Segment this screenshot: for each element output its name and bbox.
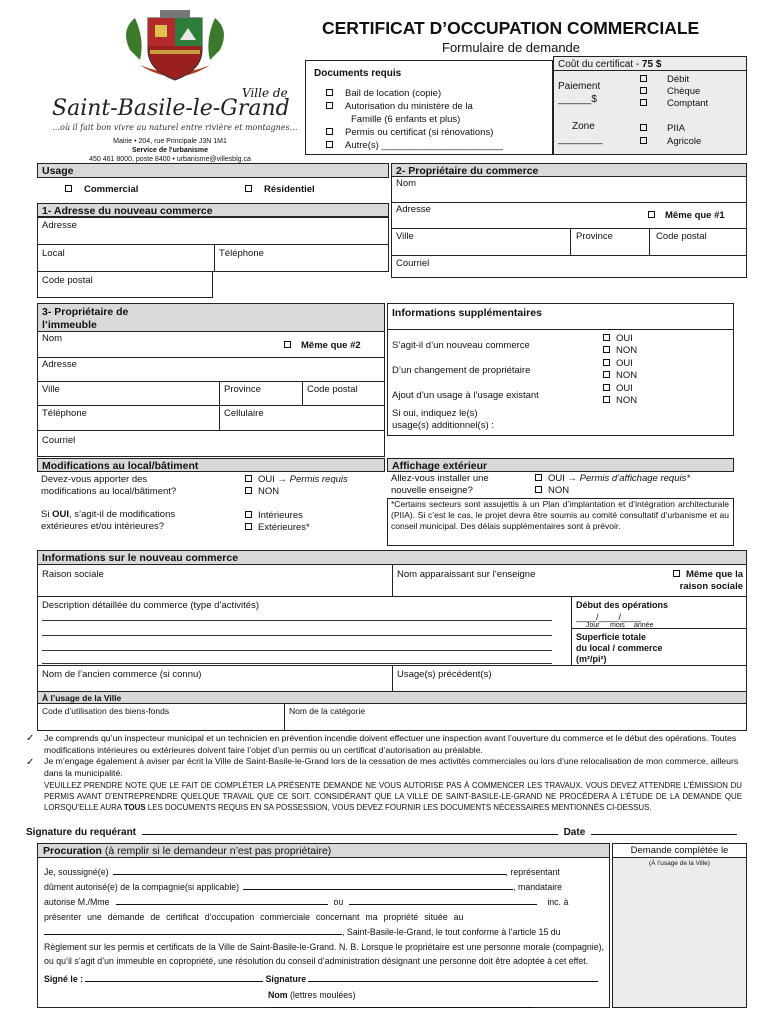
city-address: Mairie • 204, rue Principale J3N 1M1 <box>113 138 227 145</box>
usage-section <box>37 163 389 203</box>
section-2-heading: 2- Propriétaire du commerce <box>391 163 747 177</box>
mandatary-field[interactable] <box>116 904 328 905</box>
procuration-heading: Procuration (à remplir si le demandeur n’est pas propriétaire) <box>38 844 609 858</box>
section-2 <box>391 163 747 278</box>
owner-email-field[interactable]: Courriel <box>391 255 747 278</box>
building-owner-province-field[interactable]: Province <box>219 381 303 406</box>
coat-of-arms-icon <box>120 10 230 88</box>
page-subtitle: Formulaire de demande <box>442 40 581 55</box>
zone-option[interactable]: Agricole <box>640 135 701 148</box>
checkmark-icon: ✓ <box>26 733 35 744</box>
q3-oui[interactable]: OUI <box>603 383 637 395</box>
procuration-signature-field[interactable] <box>308 981 598 982</box>
modif-interieures[interactable]: Intérieures <box>245 510 310 522</box>
section-3 <box>37 303 385 457</box>
completed-usage-note: (À l’usage de la Ville) <box>649 860 710 867</box>
warning-text: VEUILLEZ PRENDRE NOTE QUE LE FAIT DE COMPLÉTER LA PRÉSENTE DEMANDE NE VOUS AUTORISE PAS À COMMENCER LES TRAVAUX. VOUS DEVEZ ATTENDRE L’ÉMISSION DU PERMIS AVANT D’ENTREPRENDRE QUELQUE TRAVAIL QUE CE SOIT. CONSIDÉRANT QUE LA VILLE DE SAINT-BASILE-LE-GRAND NE PROCÉDERA À L’ÉTUDE DE LA DEMANDE QUE LORSQU’ELLE AURA TOUS LES DOCUMENTS REQUIS EN SA POSSESSION, VOUS DEVEZ FOURNIR LES DOCUMENTS NÉCESSAIRES MENTIONNÉS CI-DESSUS. <box>44 781 742 812</box>
property-address-field[interactable] <box>44 934 342 935</box>
category-field[interactable]: Nom de la catégorie <box>284 703 747 731</box>
payment-option[interactable]: Débit <box>640 74 708 86</box>
city-use-bar: À l’usage de la Ville <box>37 691 747 704</box>
piia-note: *Certains secteurs sont assujettis à un Plan d’implantation et d’intégration architecturale (PIIA). Si c’est le cas, le projet devra être soumis au comité consultatif d’urbanisme et au conseil municipal. Des délais supplémentaires sont à prévoir. <box>391 499 729 531</box>
q2-non[interactable]: NON <box>603 370 637 382</box>
q-new-business: S’agit-il d’un nouveau commerce <box>392 340 530 351</box>
checkbox[interactable] <box>326 128 333 135</box>
business-name-field[interactable]: Raison sociale <box>37 564 393 597</box>
previous-usage-field[interactable]: Usage(s) précédent(s) <box>392 665 747 692</box>
owner-name-field[interactable]: Nom <box>391 176 747 203</box>
zone-line[interactable]: ________ <box>558 134 603 145</box>
area-field[interactable]: Superficie totale du local / commerce (m²/pi²) <box>571 628 747 666</box>
city-contact: 450 461 8000, poste 8400 • urbanisme@villesblg.ca <box>89 156 251 163</box>
usage-heading: Usage <box>37 163 389 178</box>
same-as-business-name[interactable]: Même que la raison sociale <box>635 569 743 593</box>
q3-non[interactable]: NON <box>603 395 637 407</box>
local-field[interactable]: Local <box>37 244 215 272</box>
company-field[interactable] <box>243 889 513 890</box>
building-owner-city-field[interactable]: Ville <box>37 381 220 406</box>
code-field[interactable]: Code d’utilisation des biens-fonds <box>37 703 285 731</box>
undersigned-name-field[interactable] <box>113 874 506 875</box>
new-business-heading: Informations sur le nouveau commerce <box>37 550 747 565</box>
city-tagline: …où il fait bon vivre au naturel entre rivière et montagnes… <box>52 123 298 132</box>
completed-heading: Demande complétée le <box>630 845 729 856</box>
usage-residentiel[interactable]: Résidentiel <box>245 184 315 195</box>
payment-option[interactable]: Comptant <box>640 98 708 110</box>
doc-item: Autorisation du ministère de la <box>326 100 503 113</box>
signage-heading: Affichage extérieur <box>387 458 734 472</box>
same-as-1-checkbox[interactable]: Même que #1 <box>648 210 725 221</box>
building-owner-postal-field[interactable]: Code postal <box>302 381 385 406</box>
ville-de-label: Ville de <box>242 86 288 100</box>
service-name: Service de l'urbanisme <box>132 147 208 154</box>
checkmark-icon: ✓ <box>26 757 35 768</box>
section-3-heading: 3- Propriétaire de l’immeuble <box>37 303 385 332</box>
signed-date-field[interactable] <box>85 981 263 982</box>
owner-city-field[interactable]: Ville <box>391 228 571 256</box>
extra-info-heading: Informations supplémentaires <box>387 303 734 330</box>
declaration-1: Je comprends qu’un inspecteur municipal et un technicien en prévention incendie doivent effectuer une inspection avant l’ouverture du commerce et le début des opérations. Toutes modifications intérieures ou extérieures doivent faire l’objet d’un permis ou un certificat d’autorisation au préalable. <box>44 733 737 755</box>
new-business-section <box>37 550 747 732</box>
description-field[interactable]: Description détaillée du commerce (type d’activités) <box>37 596 572 666</box>
sign-name-field[interactable]: Nom apparaissant sur l’enseigne Même que la raison sociale <box>392 564 747 597</box>
mandatary-company-field[interactable] <box>349 904 537 905</box>
q2-oui[interactable]: OUI <box>603 358 637 370</box>
start-date-field[interactable]: Début des opérations ____/____/____ Jour mois année <box>571 596 747 629</box>
signage-oui[interactable]: OUI → Permis d’affichage requis* <box>535 473 690 485</box>
signature-row: Signature du requérant Date <box>26 827 746 838</box>
telephone-field[interactable]: Téléphone <box>214 244 389 272</box>
printed-name-field[interactable] <box>270 1007 532 1008</box>
checkbox[interactable] <box>326 89 333 96</box>
building-owner-name-field[interactable]: Nom Même que #2 <box>37 331 385 358</box>
building-owner-cell-field[interactable]: Cellulaire <box>219 405 385 431</box>
city-logo <box>40 10 300 163</box>
completed-box <box>612 843 747 1008</box>
documents-box <box>305 60 553 155</box>
modifications-heading: Modifications au local/bâtiment <box>37 458 385 472</box>
building-owner-address-field[interactable]: Adresse <box>37 357 385 382</box>
q-additional-usage[interactable]: Si oui, indiquez le(s) usage(s) additionnel(s) : <box>392 408 494 431</box>
signage-section: Affichage extérieur Allez-vous installer une nouvelle enseigne? OUI → Permis d’affichage requis* NON *Certains secteurs sont assujettis à un Plan d’implantation et d’intégration architecturale (PIIA). Si c’est le cas, le projet devra être soumis au comité consultatif d’urbanisme et au conseil municipal. Des délais supplémentaires sont à prévoir. <box>387 458 734 546</box>
signage-non[interactable]: NON <box>535 485 690 497</box>
declaration-2: Je m’engage également à aviser par écrit la Ville de Saint-Basile-le-Grand lors de la cessation de mes activités commerciales ou lors d’une relocalisation de mon commerce, ailleurs dans la municipalité. <box>44 756 739 778</box>
usage-commercial[interactable]: Commercial <box>65 184 138 195</box>
page-title: CERTIFICAT D’OCCUPATION COMMERCIALE <box>322 18 700 38</box>
section-1 <box>37 203 389 298</box>
documents-heading: Documents requis <box>314 68 402 79</box>
building-owner-phone-field[interactable]: Téléphone <box>37 405 220 431</box>
owner-province-field[interactable]: Province <box>570 228 650 256</box>
city-name: Saint-Basile-le-Grand <box>52 96 290 121</box>
postal-code-field[interactable]: Code postal <box>37 271 213 298</box>
modif-non[interactable]: NON <box>245 486 348 498</box>
owner-address-field[interactable]: Adresse Même que #1 <box>391 202 747 229</box>
q1-non[interactable]: NON <box>603 345 637 357</box>
modif-oui[interactable]: OUI → Permis requis <box>245 474 348 486</box>
payment-option[interactable]: Chèque <box>640 86 708 98</box>
modifications-section: Modifications au local/bâtiment Devez-vous apporter des modifications au local/bâtiment? OUI → Permis requis NON Si OUI, s’agit-il de modifications extérieures et/ou intérieures? Intérieures Extérieures* <box>37 458 385 540</box>
doc-item: Autre(s) _______________________ <box>326 139 503 152</box>
payment-amount[interactable]: ______$ <box>558 94 597 105</box>
zone-label: Zone <box>572 121 595 132</box>
checkbox[interactable] <box>326 141 333 148</box>
same-as-2-checkbox[interactable]: Même que #2 <box>284 340 361 351</box>
procuration-section: Procuration (à remplir si le demandeur n’est pas propriétaire) Je, soussigné(e) , représentant dûment autorisé(e) de la compagnie(si applicable) , mandataire autorise M./Mme ou inc. à présenter une demande de certificat d’occupation commerciale concernant ma propriété située au , Saint-Basile-le-Grand, le tout conforme à l’article 15 du Règlement sur les permis et certificats de la Ville de Saint-Basile-le-Grand. N. B. Lorsque le propriétaire est une personne morale (compagnie), ou qu’il s’agit d’un immeuble en copropriété, une résolution du conseil d’administration désignant une personne doit être adoptée à cet effet. Signé le : Signature Nom (lettres moulées) <box>37 843 610 1008</box>
doc-item: Permis ou certificat (si rénovations) <box>326 126 503 139</box>
doc-item: Famille (6 enfants et plus) <box>351 114 461 125</box>
building-owner-email-field[interactable]: Courriel <box>37 430 385 457</box>
zone-option[interactable]: PIIA <box>640 122 701 135</box>
cost-header: Coût du certificat - 75 $ <box>554 57 746 71</box>
section-1-heading: 1- Adresse du nouveau commerce <box>37 203 389 217</box>
q-owner-change: D’un changement de propriétaire <box>392 365 531 376</box>
q1-oui[interactable]: OUI <box>603 333 637 345</box>
q-add-usage: Ajout d’un usage à l’usage existant <box>392 390 539 401</box>
address-field[interactable]: Adresse <box>37 217 389 245</box>
previous-business-field[interactable]: Nom de l’ancien commerce (si connu) <box>37 665 393 692</box>
cost-box <box>553 56 747 155</box>
owner-postal-field[interactable]: Code postal <box>649 228 747 256</box>
extra-info-section <box>387 303 734 436</box>
doc-item: Bail de location (copie) <box>326 87 503 100</box>
payment-label: Paiement <box>558 81 601 92</box>
signature-field[interactable] <box>142 834 558 835</box>
checkbox[interactable] <box>326 102 333 109</box>
date-field[interactable] <box>591 834 737 835</box>
modif-exterieures[interactable]: Extérieures* <box>245 522 310 534</box>
